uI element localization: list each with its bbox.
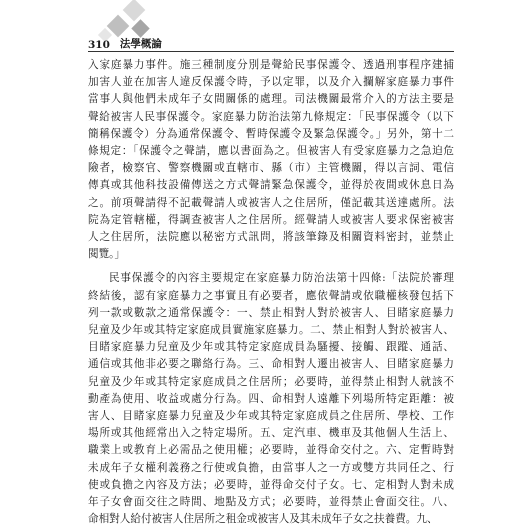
text-line: 未成年子女權利義務之行使或負擔，由當事人之一方或雙方共同任之、行	[88, 461, 454, 474]
text-line: 加害人並在加害人違反保護令時，予以定罪，以及介入攔解家庭暴力事件	[88, 76, 454, 89]
text-line: 害人、目睹家庭暴力兒童及少年或其特定家庭成員之住居所、學校、工作	[88, 410, 454, 423]
text-line: 動產為使用、收益或處分行為。四、命相對人遠離下列場所特定距離：被	[88, 392, 454, 405]
page-body	[88, 57, 454, 528]
paragraph-2	[88, 270, 454, 528]
text-line: 聲給被害人民事保護令。家庭暴力防治法第九條規定：「民事保護令（以下	[88, 110, 454, 123]
text-line: 民事保護令的內容主要規定在家庭暴力防治法第十四條:「法院於審理	[109, 272, 454, 285]
text-line: 列一款或數款之通常保護令：一、禁止相對人對於被害人、目睹家庭暴力	[88, 306, 454, 319]
text-line: 年子女會面交往之時間、地點及方式；必要時，並得禁止會面交往。八、	[88, 496, 454, 509]
running-header	[88, 34, 454, 52]
paragraph-1	[88, 57, 454, 263]
book-title: 法學概論	[119, 38, 162, 50]
text-line: 終結後，認有家庭暴力之事實且有必要者，應依聲請或依職權核發包括下	[88, 289, 454, 302]
text-line: 通信或其他非必要之聯絡行為。三、命相對人遷出被害人、目睹家庭暴力	[88, 358, 454, 371]
text-line: 兒童及少年或其特定家庭成員實施家庭暴力。二、禁止相對人對於被害人、	[88, 324, 454, 337]
text-line: 目睹家庭暴力兒童及少年或其特定家庭成員為騷擾、接觸、跟蹤、通話、	[88, 341, 454, 354]
text-line: 人之住居所，法院應以秘密方式訊問，將該筆錄及相關資料密封，並禁止	[88, 231, 454, 244]
text-line: 入家庭暴力事件。施三種制度分別是聲給民事保護令、透過刑事程序建捕	[88, 59, 454, 71]
text-line: 兒童及少年或其特定家庭成員之住居所；必要時，並得禁止相對人就該不	[88, 375, 454, 388]
text-line: 命相對人給付被害人住居所之租金或被害人及其未成年子女之扶養費。九、	[88, 513, 438, 526]
text-line: 條規定：「保護令之聲請，應以書面為之。但被害人有受家庭暴力之急迫危	[88, 145, 454, 158]
text-line: 之。前項聲請得不記載聲請人或被害人之住居所，僅記載其送達處所。法	[88, 196, 454, 209]
text-line: 場所或其他經常出入之特定場所。五、定汽車、機車及其他個人生活上、	[88, 427, 454, 440]
text-line: 使或負擔之內容及方法；必要時，並得命交付子女。七、定相對人對未成	[88, 478, 454, 491]
page-number: 310	[88, 39, 110, 51]
text-line: 簡稱保護令）分為通常保護令、暫時保護令及緊急保護令。」另外，第十二	[88, 127, 454, 140]
text-line: 職業上或教育上必需品之使用權；必要時，並得命交付之。六、定暫時對	[88, 444, 454, 457]
text-line: 險者，檢察官、警察機關或直轄市、縣（市）主管機關，得以言詞、電信	[88, 162, 454, 175]
text-line: 閱覽。」	[88, 248, 126, 261]
text-line: 傳真或其他科技設備傳送之方式聲請緊急保護令，並得於夜間或休息日為	[88, 179, 454, 192]
text-line: 院為定管轄權，得調查被害人之住居所。經聲請人或被害人要求保密被害	[88, 213, 454, 226]
text-line: 當事人與他們未成年子女間關係的處理。司法機關最常介入的方法主要是	[88, 93, 454, 106]
